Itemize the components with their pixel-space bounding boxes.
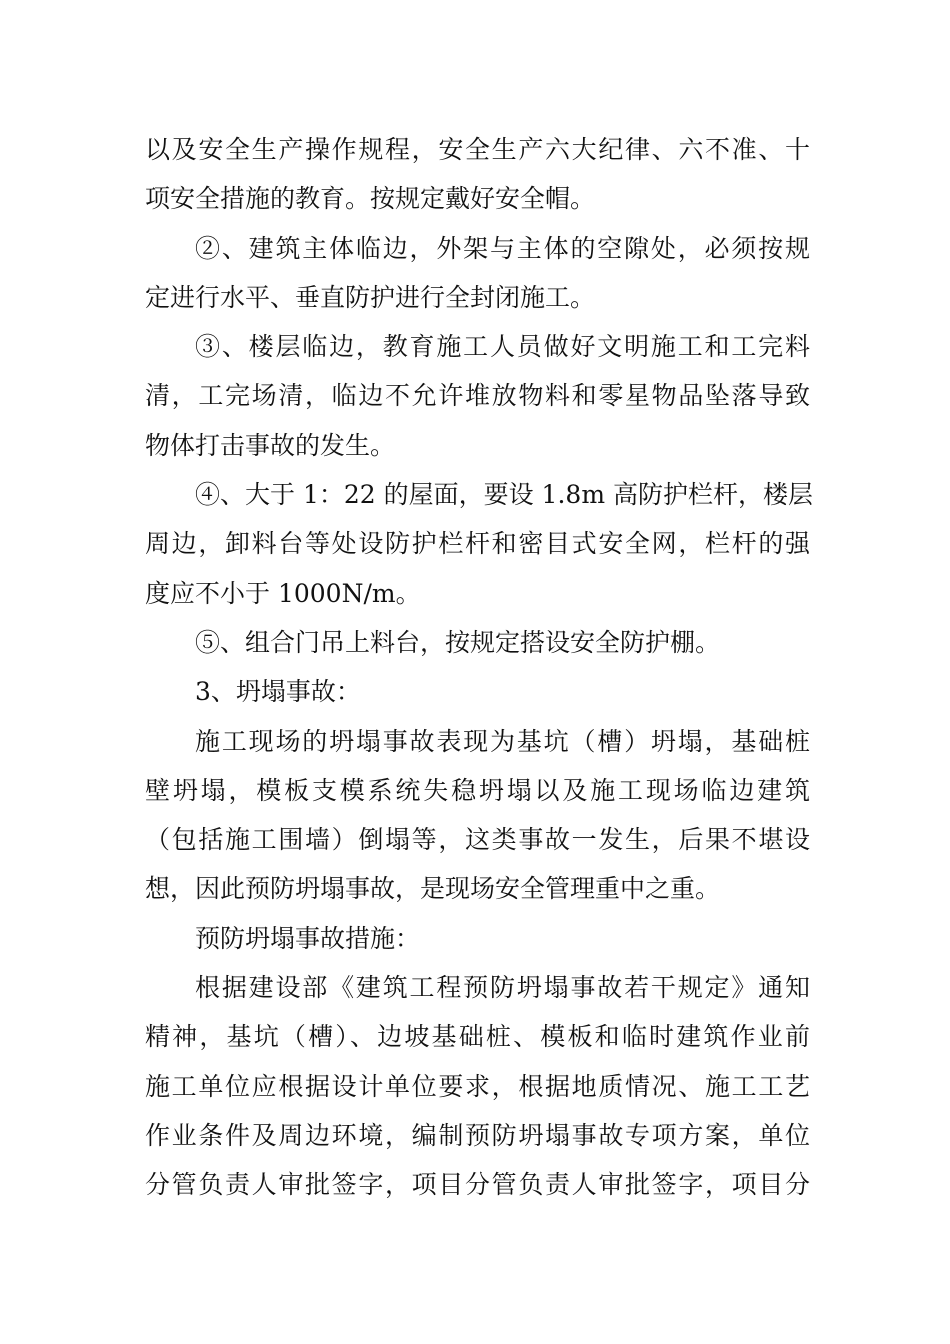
text-line: 施工单位应根据设计单位要求，根据地质情况、施工工艺 [145, 1071, 810, 1101]
text-line: ②、建筑主体临边，外架与主体的空隙处，必须按规 [195, 233, 810, 263]
subheading: 预防坍塌事故措施： [195, 923, 421, 953]
text-line: 想，因此预防坍塌事故，是现场安全管理重中之重。 [145, 874, 721, 904]
text-line: 度应不小于 1000N/m。 [145, 578, 421, 608]
text-line: ④、大于 1：22 的屋面，要设 1.8m 高防护栏杆，楼层 [195, 480, 813, 510]
text-line: 物体打击事故的发生。 [145, 430, 396, 460]
text-line: 作业条件及周边环境，编制预防坍塌事故专项方案，单位 [145, 1120, 810, 1150]
text-line: 项安全措施的教育。按规定戴好安全帽。 [145, 184, 596, 214]
text-line: 以及安全生产操作规程，安全生产六大纪律、六不准、十 [145, 135, 810, 164]
text-line: ⑤、组合门吊上料台，按规定搭设安全防护棚。 [195, 627, 721, 657]
text-line: 分管负责人审批签字，项目分管负责人审批签字，项目分 [145, 1170, 810, 1200]
text-line: 定进行水平、垂直防护进行全封闭施工。 [145, 282, 596, 312]
text-line: 施工现场的坍塌事故表现为基坑（槽）坍塌，基础桩 [195, 726, 810, 756]
text-line: （包括施工围墙）倒塌等，这类事故一发生，后果不堪设 [145, 825, 810, 855]
text-line: 精神，基坑（槽）、边坡基础桩、模板和临时建筑作业前 [145, 1022, 810, 1052]
text-line: 周边，卸料台等处设防护栏杆和密目式安全网，栏杆的强 [145, 529, 810, 559]
section-heading: 3、坍塌事故： [195, 677, 361, 707]
text-line: 壁坍塌，模板支模系统失稳坍塌以及施工现场临边建筑 [145, 775, 810, 805]
text-line: ③、楼层临边，教育施工人员做好文明施工和工完料 [195, 332, 810, 362]
body-text [145, 125, 813, 1210]
text-line: 根据建设部《建筑工程预防坍塌事故若干规定》通知 [195, 973, 810, 1003]
text-line: 清，工完场清，临边不允许堆放物料和零星物品坠落导致 [145, 381, 810, 411]
